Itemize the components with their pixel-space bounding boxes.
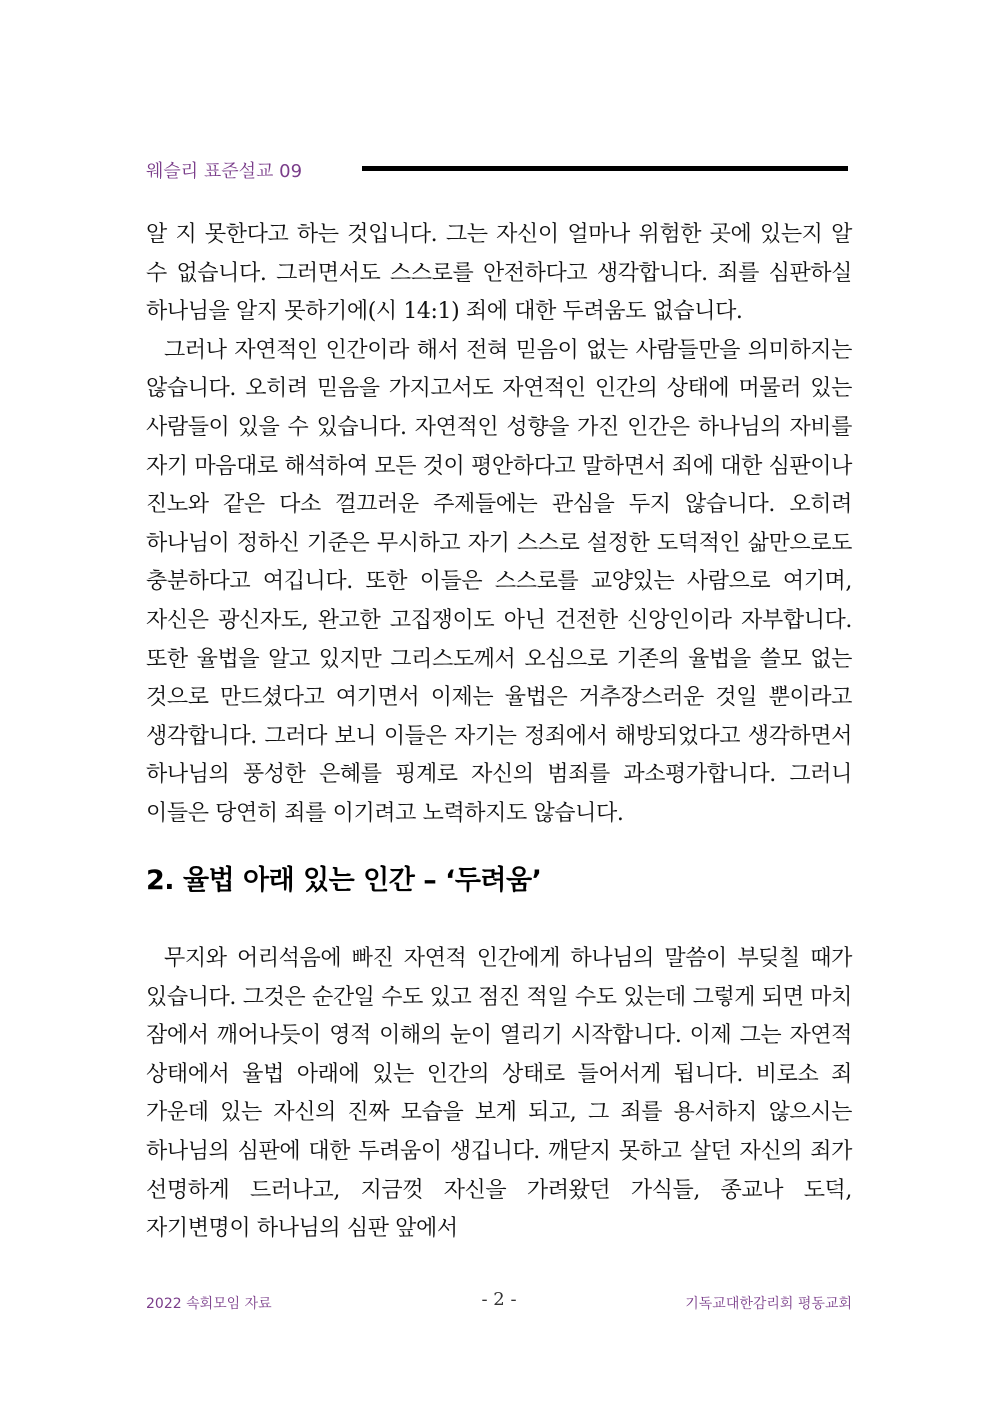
footer-right-text: 기독교대한감리회 평동교회: [685, 1296, 852, 1312]
paragraph-under-law: 무지와 어리석음에 빠진 자연적 인간에게 하나님의 말씀이 부딪칠 때가 있습니다. 그것은 순간일 수도 있고 점진 적일 수도 있는데 그렇게 되면 마치 잠에서 깨어나듯이 영적 이해의 눈이 열리기 시작합니다. 이제 그는 자연적 상태에서 율법 아래에 있는 인간의 상태로 들어서게 됩니다. 비로소 죄 가운데 있는 자신의 진짜 모습을 보게 되고, 그 죄를 용서하지 않으시는 하나님의 심판에 대한 두려움이 생깁니다. 깨닫지 못하고 살던 자신의 죄가 선명하게 드러나고, 지금껏 자신을 가려왔던 가식들, 종교나 도덕, 자기변명이 하나님의 심판 앞에서: [146, 946, 852, 1242]
paragraph-continuation: 알 지 못한다고 하는 것입니다. 그는 자신이 얼마나 위험한 곳에 있는지 알 수 없습니다. 그러면서도 스스로를 안전하다고 생각합니다. 죄를 심판하실 하나님을 알지 못하기에(시 14:1) 죄에 대한 두려움도 없습니다.: [146, 222, 852, 325]
paragraph-natural-man: 그러나 자연적인 인간이라 해서 전혀 믿음이 없는 사람들만을 의미하지는 않습니다. 오히려 믿음을 가지고서도 자연적인 인간의 상태에 머물러 있는 사람들이 있을 수 있습니다. 자연적인 성향을 가진 인간은 하나님의 자비를 자기 마음대로 해석하여 모든 것이 평안하다고 말하면서 죄에 대한 심판이나 진노와 같은 다소 껄끄러운 주제들에는 관심을 두지 않습니다. 오히려 하나님이 정하신 기준은 무시하고 자기 스스로 설정한 도덕적인 삶만으로도 충분하다고 여깁니다. 또한 이들은 스스로를 교양있는 사람으로 여기며, 자신은 광신자도, 완고한 고집쟁이도 아닌 건전한 신앙인이라 자부합니다. 또한 율법을 알고 있지만 그리스도께서 오심으로 기존의 율법을 쓸모 없는 것으로 만드셨다고 여기면서 이제는 율법은 거추장스러운 것일 뿐이라고 생각합니다. 그러다 보니 이들은 자기는 정죄에서 해방되었다고 생각하면서 하나님의 풍성한 은혜를 핑계로 자신의 범죄를 과소평가합니다. 그러니 이들은 당연히 죄를 이기려고 노력하지도 않습니다.: [146, 337, 852, 826]
footer-left-text: 2022 속회모임 자료: [146, 1296, 272, 1312]
body-block-2: [146, 940, 852, 1249]
section-heading: 2. 율법 아래 있는 인간 – ‘두려움’: [146, 865, 542, 896]
page-header: [146, 155, 848, 185]
page-footer: [146, 1291, 852, 1315]
header-rule: [362, 166, 848, 171]
body-block-1: [146, 216, 852, 834]
page-number: - 2 -: [481, 1289, 517, 1310]
header-title: 웨슬리 표준설교 09: [146, 161, 303, 182]
